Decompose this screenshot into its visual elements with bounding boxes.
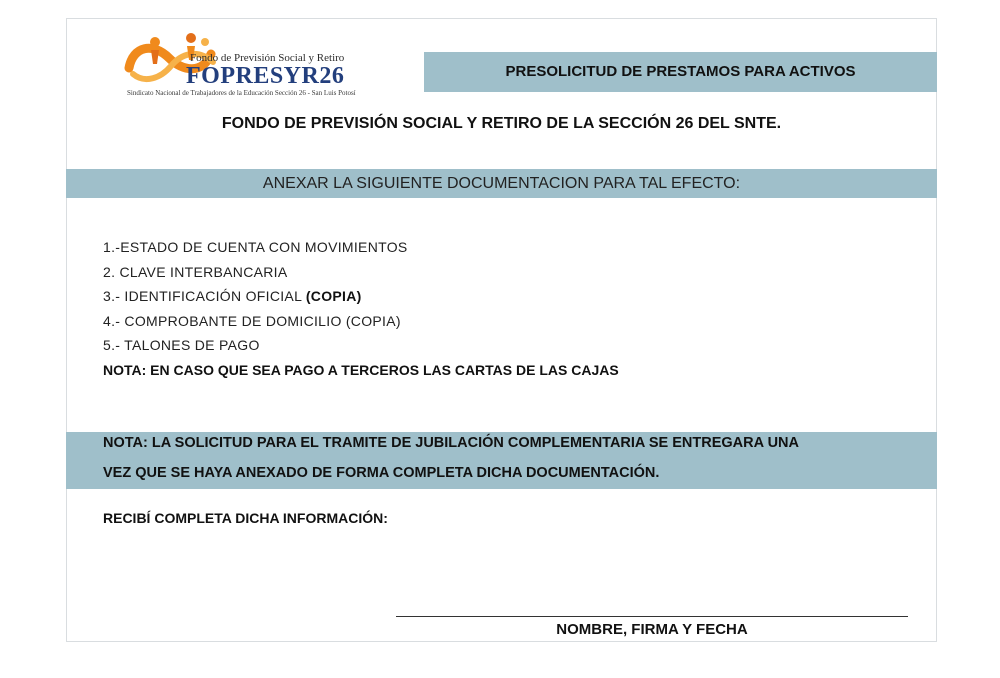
copy-label: (COPIA)	[305, 288, 362, 304]
page-subtitle: FONDO DE PREVISIÓN SOCIAL Y RETIRO DE LA SECCIÓN 26 DEL SNTE.	[221, 115, 782, 132]
received-label: RECIBÍ COMPLETA DICHA INFORMACIÓN:	[103, 510, 388, 526]
list-item: 3.- IDENTIFICACIÓN OFICIAL (COPIA)	[103, 288, 362, 304]
list-item: 4.- COMPROBANTE DE DOMICILIO (COPIA)	[103, 312, 401, 329]
logo-tagline: Sindicato Nacional de Trabajadores de la Educación Sección 26 - San Luis Potosí	[127, 89, 356, 97]
logo-fund-name: Fondo de Previsión Social y Retiro	[190, 52, 345, 64]
note-band	[66, 432, 937, 489]
note-line-2: VEZ QUE SE HAYA ANEXADO DE FORMA COMPLETA DICHA DOCUMENTACIÓN.	[103, 465, 660, 481]
list-item: 1.-ESTADO DE CUENTA CON MOVIMIENTOS	[103, 239, 408, 255]
signature-line	[396, 616, 908, 617]
page-title: PRESOLICITUD DE PRESTAMOS PARA ACTIVOS	[505, 63, 856, 80]
third-party-note: NOTA: EN CASO QUE SEA PAGO A TERCEROS LAS CARTAS DE LAS CAJAS	[103, 361, 619, 378]
annex-heading: ANEXAR LA SIGUIENTE DOCUMENTACION PARA TAL EFECTO:	[262, 175, 741, 192]
list-item: 5.- TALONES DE PAGO	[103, 337, 260, 353]
logo-wordmark: FOPRESYR26	[186, 63, 345, 89]
documents-list	[103, 235, 803, 382]
note-line-1: NOTA: LA SOLICITUD PARA EL TRAMITE DE JUBILACIÓN COMPLEMENTARIA SE ENTREGARA UNA	[103, 435, 799, 451]
list-item: 2. CLAVE INTERBANCARIA	[103, 263, 288, 280]
title-band	[424, 52, 937, 92]
annex-band	[66, 169, 937, 198]
signature-label: NOMBRE, FIRMA Y FECHA	[556, 621, 748, 638]
